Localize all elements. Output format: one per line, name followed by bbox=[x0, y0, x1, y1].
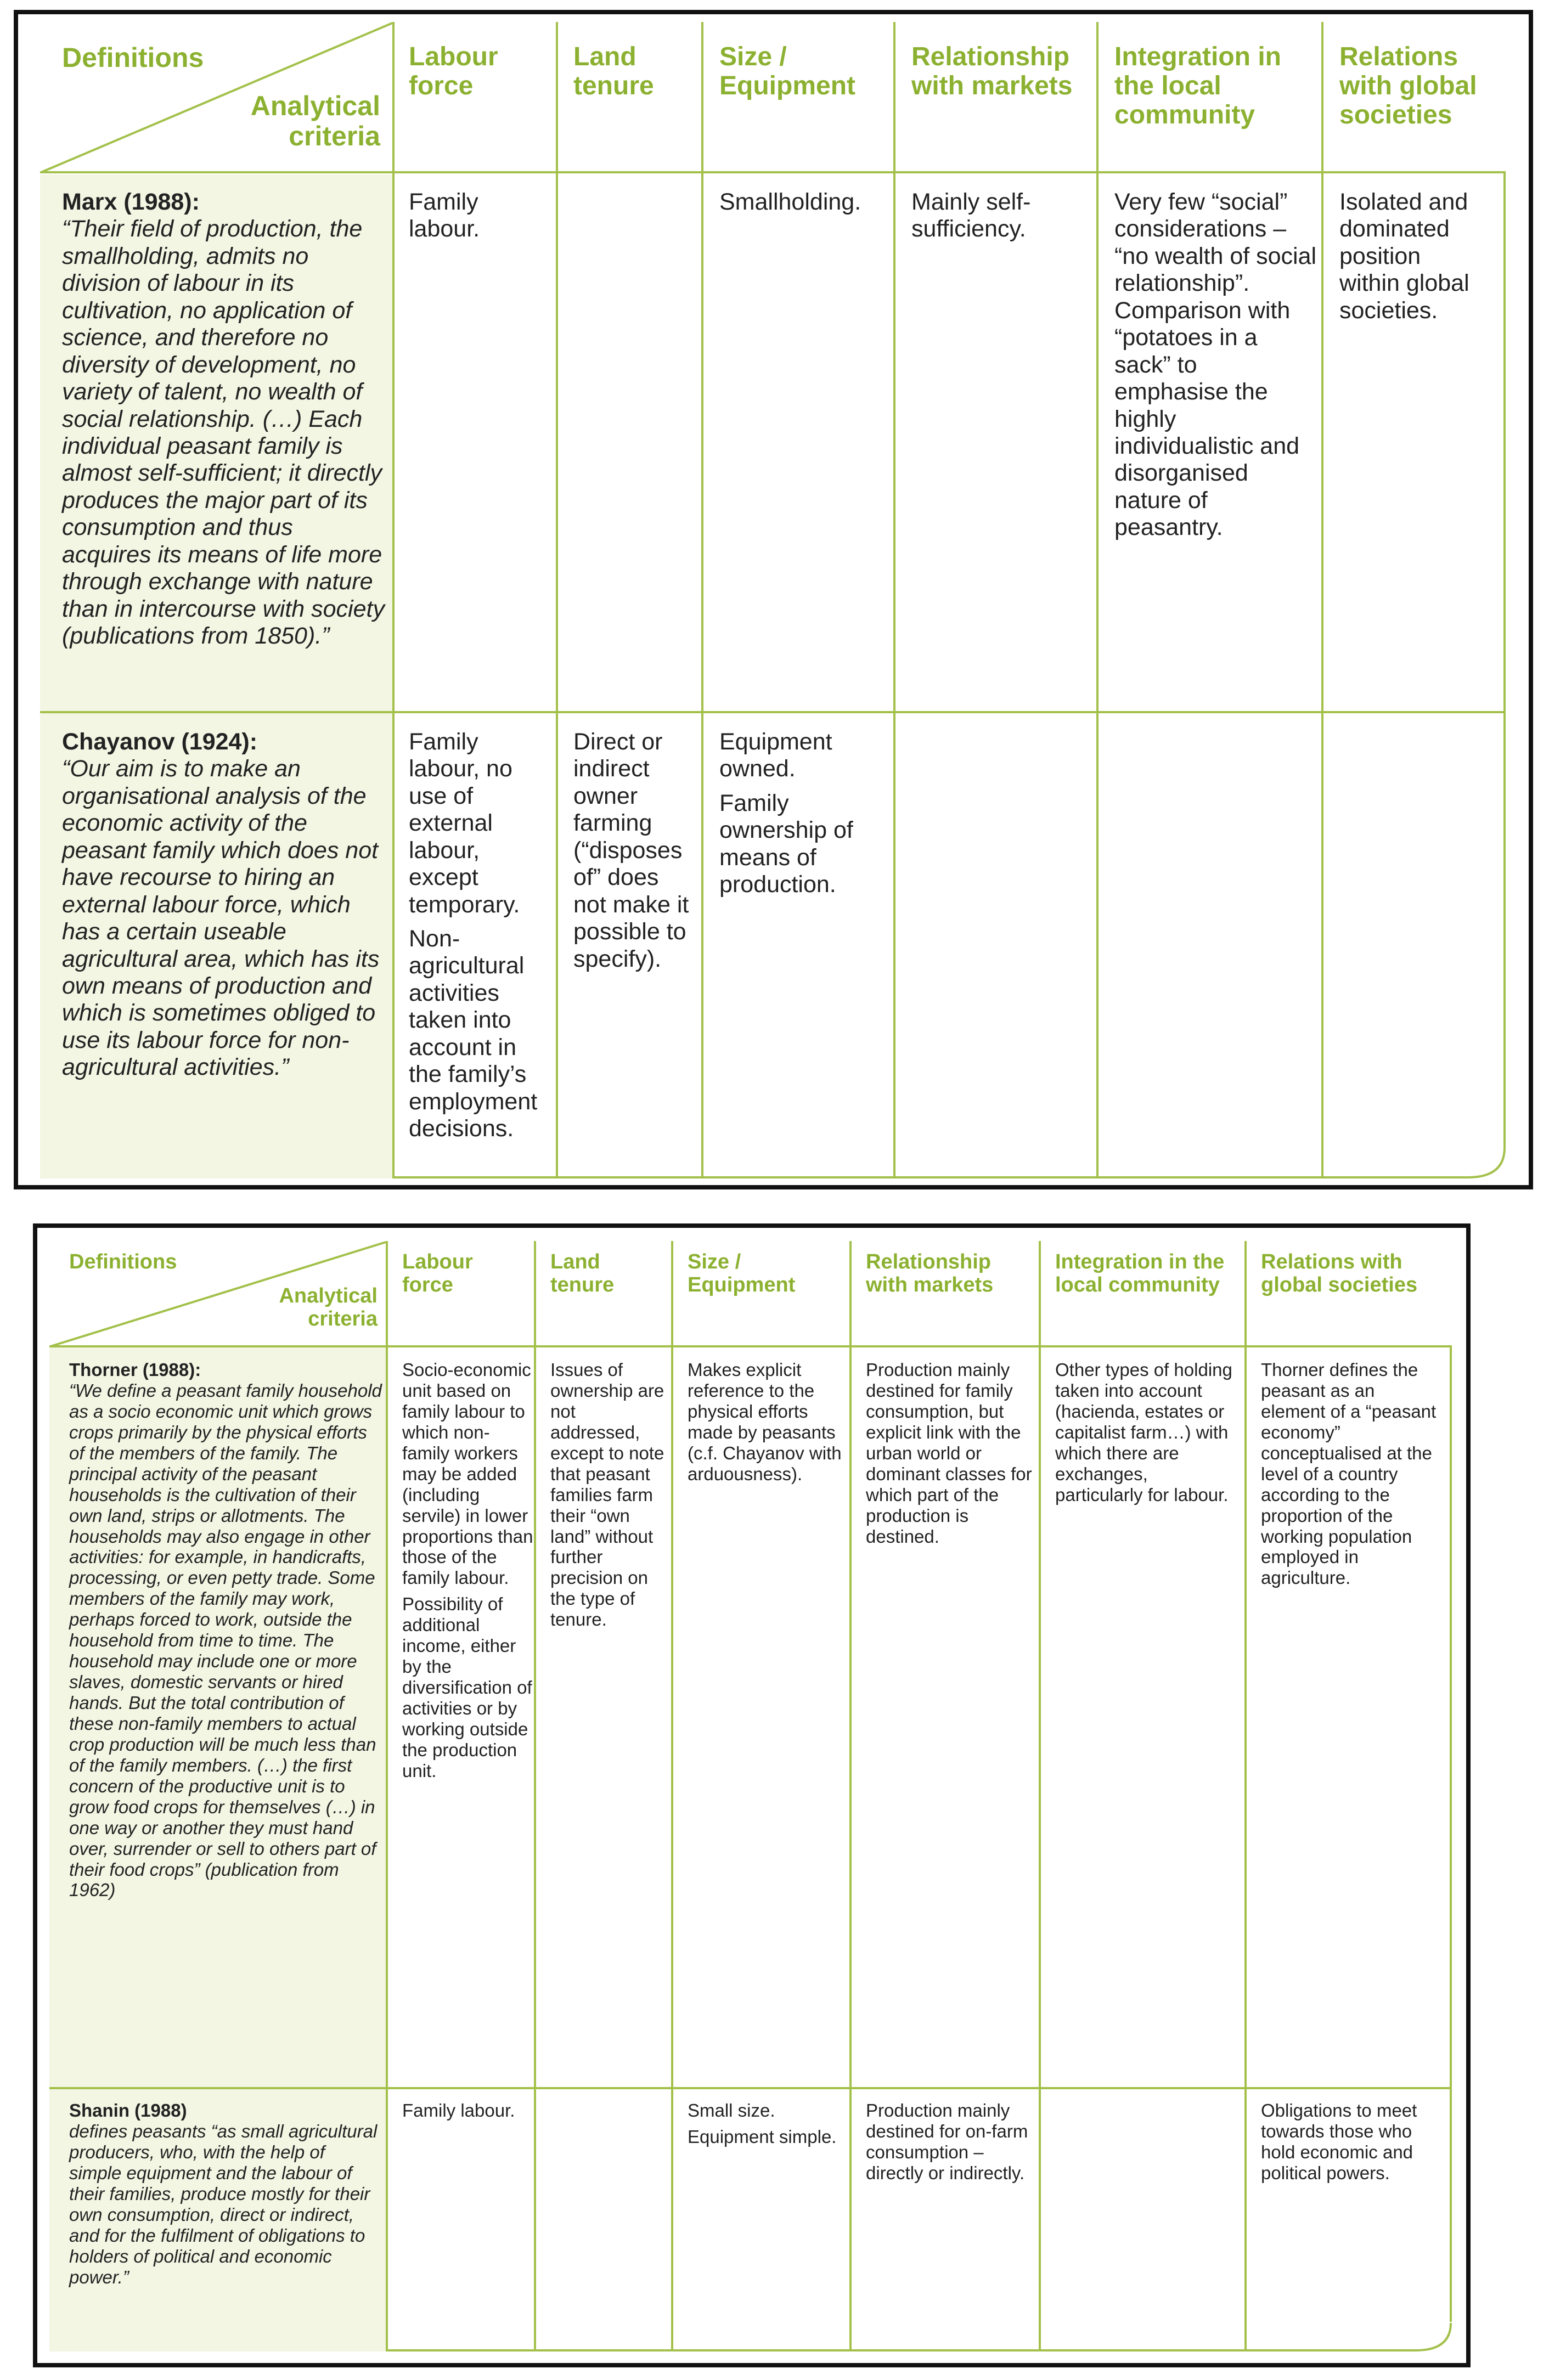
author-name: Marx (1988): bbox=[62, 189, 200, 215]
table-panel-2 bbox=[33, 1223, 1471, 2367]
size-equipment-text: Family ownership of means of production. bbox=[719, 789, 853, 898]
size-equipment-cell bbox=[688, 2100, 847, 2153]
labour-force-cell bbox=[402, 2100, 528, 2127]
size-equipment-text: Smallholding. bbox=[719, 189, 861, 215]
analytical-criteria-table-1 bbox=[18, 14, 1529, 1185]
size-equipment-text: Equipment owned. bbox=[719, 729, 832, 782]
global-relations-cell: Obligations to meet towards those who hold economic and political powers. bbox=[1261, 2100, 1417, 2183]
definition-cell-thorner bbox=[69, 1360, 382, 1900]
global-relations-cell: Thorner defines the peasant as an element of a “peasant economy” conceptualised at the level of a country according to the proportion of the working population employed in agriculture. bbox=[1261, 1360, 1437, 1588]
size-equipment-cell bbox=[688, 1360, 847, 1490]
integration-cell: Other types of holding taken into account (hacienda, estates or capitalist farm…) with which there are exchanges, particularly for labour. bbox=[1055, 1360, 1232, 1505]
header-size-equipment: Size / Equipment bbox=[688, 1250, 796, 1296]
header-labour-force: Labour force bbox=[409, 42, 498, 100]
labour-force-text: Family labour, no use of external labour, except temporary. bbox=[409, 729, 520, 918]
author-name: Shanin (1988) bbox=[69, 2100, 187, 2120]
definition-cell-shanin bbox=[69, 2100, 382, 2287]
land-tenure-cell: Direct or indirect owner farming (“disposes of” does not make it possible to specify). bbox=[573, 729, 689, 972]
labour-force-text: Non-agricultural activities taken into account in the family’s employment decisions. bbox=[409, 925, 538, 1142]
header-land-tenure: Land tenure bbox=[573, 42, 654, 100]
labour-force-text: Possibility of additional income, either by the diversification of activities or by working outside the production unit. bbox=[402, 1594, 532, 1781]
global-relations-cell: Isolated and dominated position within global societies. bbox=[1339, 189, 1469, 324]
size-equipment-cell bbox=[719, 729, 889, 905]
header-relationship-markets: Relationship with markets bbox=[911, 42, 1073, 100]
header-relations-global: Relations with global societies bbox=[1261, 1250, 1418, 1296]
header-land-tenure: Land tenure bbox=[550, 1250, 615, 1296]
land-tenure-cell: Issues of ownership are not addressed, except to note that peasant families farm their “own land” without further precision on the type of tenure. bbox=[550, 1360, 664, 1630]
size-equipment-text: Small size. bbox=[688, 2100, 775, 2120]
author-quote: “Their field of production, the smallholding, admits no division of labour in its cultivation, no application of science, and therefore no diversity of development, no variety of talent, no wealth of social relationship. (…) Each individual peasant family is almost self-sufficient; it directly produces the major part of its consumption and thus acquires its means of life more through exchange with nature than in intercourse with society (publications from 1850).” bbox=[62, 216, 385, 649]
header-analytical-criteria: Analytical criteria bbox=[279, 1284, 378, 1330]
analytical-criteria-table-2 bbox=[37, 1228, 1466, 2363]
header-integration-local: Integration in the local community bbox=[1055, 1250, 1225, 1296]
author-quote: “We define a peasant family household as a socio economic unit which grows crops primarily by the physical efforts of the members of the family. The principal activity of the peasant households is the cultivation of their own land, strips or allotments. The households may also engage in other activities: for example, in handicrafts, processing, or even petty trade. Some members of the family may work, perhaps forced to work, outside the household from time to time. The household may include one or more slaves, domestic servants or hired hands. But the total contribution of these non-family members to actual crop production will be much less than of the family members. (…) the first concern of the productive unit is to grow food crops for themselves (…) in one way or another they must hand over, surrender or sell to others part of their food crops” (publication from 1962) bbox=[69, 1380, 382, 1900]
labour-force-cell bbox=[409, 729, 549, 1149]
size-equipment-cell bbox=[719, 189, 889, 223]
labour-force-cell: Family labour. bbox=[409, 189, 480, 242]
labour-force-cell bbox=[402, 1360, 534, 1787]
header-definitions: Definitions bbox=[62, 42, 204, 73]
size-equipment-text: Makes explicit reference to the physical efforts made by peasants (c.f. Chayanov with arduousness). bbox=[688, 1360, 842, 1484]
labour-force-text: Family labour. bbox=[402, 2100, 515, 2120]
definition-cell-marx bbox=[62, 189, 386, 650]
author-name: Chayanov (1924): bbox=[62, 729, 258, 755]
table-panel-1 bbox=[14, 10, 1533, 1189]
labour-force-text: Socio-economic unit based on family labour to which non-family workers may be added (including servile) in lower proportions than those of the family labour. bbox=[402, 1360, 533, 1588]
author-quote: defines peasants “as small agricultural producers, who, with the help of simple equipment and the labour of their families, produce mostly for their own consumption, direct or indirect, and for the fulfilment of obligations to holders of political and economic power.” bbox=[69, 2120, 378, 2287]
integration-cell: Very few “social” considerations – “no wealth of social relationship”. Comparison with “potatoes in a sack” to emphasise the highly individualistic and disorganised nature of peasantry. bbox=[1114, 189, 1317, 541]
header-size-equipment: Size / Equipment bbox=[719, 42, 855, 100]
markets-cell: Mainly self-sufficiency. bbox=[911, 189, 1031, 242]
markets-cell: Production mainly destined for family consumption, but explicit link with the urban world or dominant classes for which part of the production is destined. bbox=[866, 1360, 1032, 1547]
header-labour-force: Labour force bbox=[402, 1250, 473, 1296]
markets-cell: Production mainly destined for on-farm consumption – directly or indirectly. bbox=[866, 2100, 1028, 2183]
author-quote: “Our aim is to make an organisational analysis of the economic activity of the peasant family which does not have recourse to hiring an external labour force, which has a certain useable agricultural area, which has its own means of production and which is sometimes obliged to use its labour force for non-agricultural activities.” bbox=[62, 755, 380, 1081]
header-definitions: Definitions bbox=[69, 1250, 177, 1273]
header-relationship-markets: Relationship with markets bbox=[866, 1250, 994, 1296]
author-name: Thorner (1988): bbox=[69, 1360, 201, 1380]
definition-cell-chayanov bbox=[62, 729, 386, 1081]
size-equipment-text: Equipment simple. bbox=[688, 2126, 837, 2147]
header-analytical-criteria: Analytical criteria bbox=[250, 91, 380, 151]
header-relations-global: Relations with global societies bbox=[1339, 42, 1477, 129]
header-integration-local: Integration in the local community bbox=[1114, 42, 1281, 129]
